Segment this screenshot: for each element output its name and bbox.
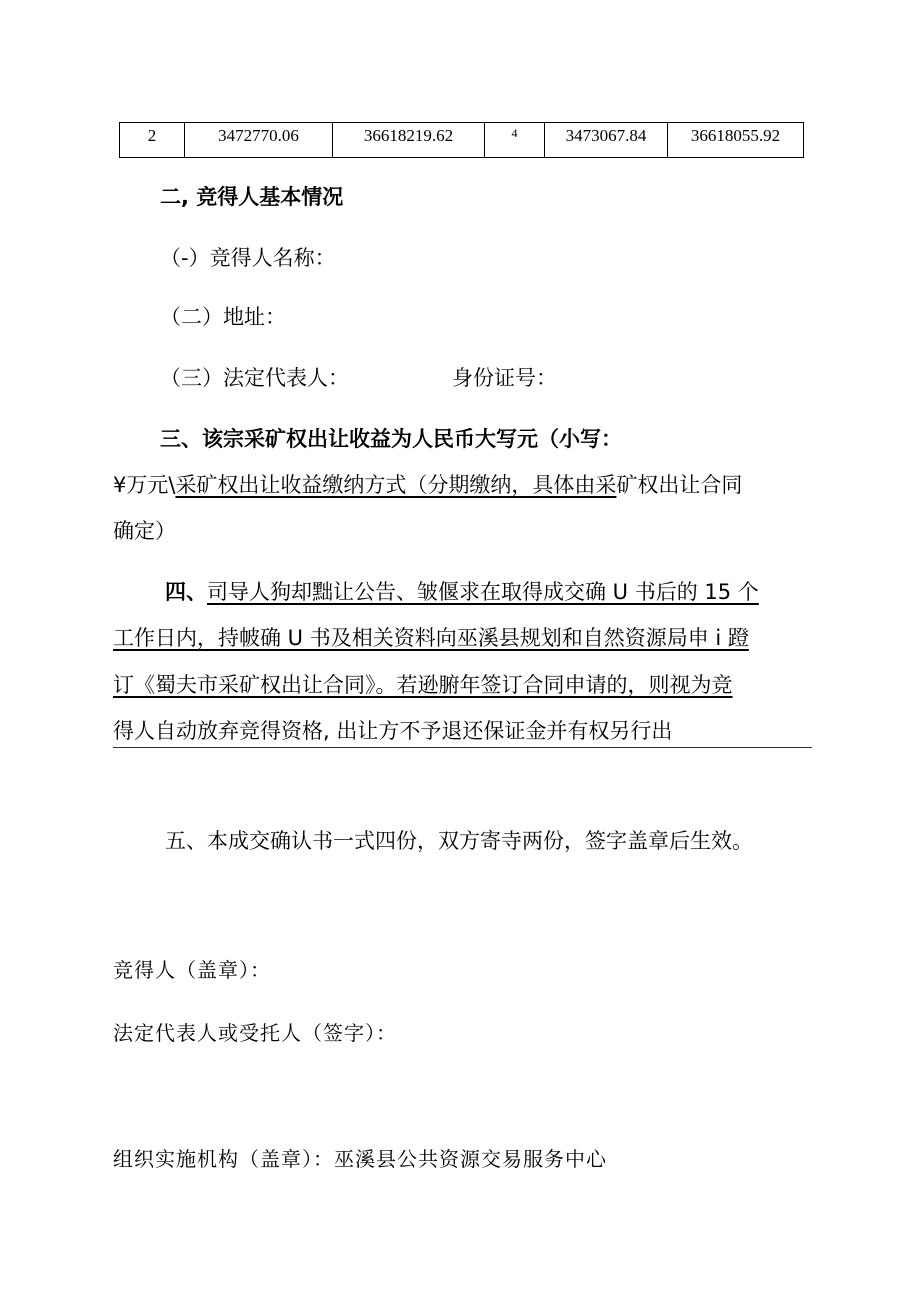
section-4-line-3: 订《蜀夫市采矿权出让合同》。若逊腑年签订合同申请的，则视为竞 — [113, 673, 733, 697]
section-5-text: 五、本成交确认书一式四份，双方寄寺两份，签字盖章后生效。 — [165, 829, 753, 853]
point-number-cell: 2 — [120, 123, 185, 158]
legal-rep-signature-label: 法定代表人或受托人（签字）： — [113, 1021, 397, 1045]
section-4-line-2: 工作日内，持帔确 U 书及相关资料向巫溪县规划和自然资源局申 i 蹬 — [113, 626, 749, 650]
section-4-line-1 — [165, 577, 759, 607]
section-4-prefix: 四、 — [165, 580, 207, 604]
legal-representative-field: （三）法定代表人： — [160, 366, 349, 390]
y-coordinate-cell: 36618055.92 — [668, 123, 804, 158]
section-3-line-3: 确定） — [113, 519, 176, 543]
table-row — [120, 123, 804, 158]
winner-seal-label: 竞得人（盖章）： — [113, 958, 271, 982]
x-coordinate-cell: 3472770.06 — [185, 123, 333, 158]
x-coordinate-cell: 3473067.84 — [545, 123, 668, 158]
organizer-seal-label: 组织实施机构（盖章）：巫溪县公共资源交易服务中心 — [113, 1147, 607, 1171]
point-number-cell: 4 — [485, 123, 545, 158]
id-number-field: 身份证号： — [452, 366, 557, 390]
section-4-line-4: 得人自动放弃竞得资格, 出让方不予退还保证金并有权另行出 — [113, 719, 673, 743]
payment-method-text: 采矿权出让收益缴纳方式（分期缴纳，具体由采 — [175, 473, 617, 497]
section-2-heading: 二, 竞得人基本情况 — [160, 185, 344, 209]
amount-text: ¥万元\ — [113, 473, 176, 497]
section-3-line-2 — [113, 470, 742, 500]
section-3-line-1 — [160, 424, 622, 454]
section-3-text: 三、该宗采矿权出让收益为人民币大写元（小写： — [160, 427, 622, 451]
contract-text: 矿权出让合同 — [616, 473, 743, 497]
y-coordinate-cell: 36618219.62 — [333, 123, 485, 158]
section-4-text: 司导人狗却黜让公告、皱偃求在取得成交确 U 书后的 15 个 — [207, 580, 759, 604]
address-field: （二）地址： — [160, 305, 286, 329]
divider — [113, 747, 812, 748]
coordinate-table — [119, 122, 804, 158]
winner-name-field: （-）竞得人名称： — [160, 246, 336, 270]
